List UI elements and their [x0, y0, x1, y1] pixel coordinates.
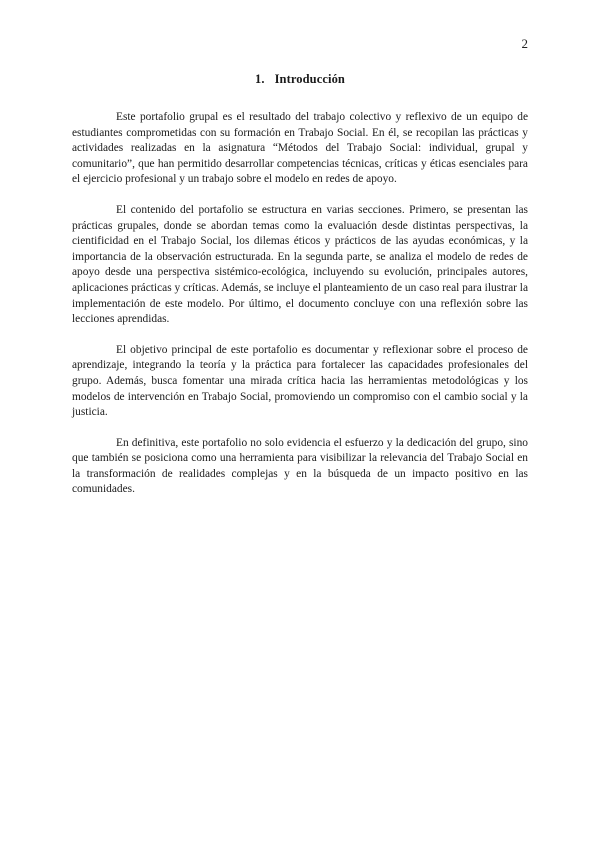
section-number: 1. — [254, 72, 265, 86]
body-text — [72, 110, 528, 513]
paragraph-4: En definitiva, este portafolio no solo evidencia el esfuerzo y la dedicación del grupo, sino que también se posiciona como una herramienta para visibilizar la relevancia del Trabajo Social en la transformación de realidades complejas y en la búsqueda de un impacto positivo en las comunidades. — [72, 436, 528, 496]
paragraph-3: El objetivo principal de este portafolio es documentar y reflexionar sobre el proceso de aprendizaje, integrando la teoría y la práctica para fortalecer las capacidades profesionales del grupo. Además, busca fomentar una mirada crítica hacia las herramientas metodológicas y los modelos de intervención en Trabajo Social, promoviendo un compromiso con el cambio social y la justicia. — [72, 343, 528, 419]
paragraph-1: Este portafolio grupal es el resultado del trabajo colectivo y reflexivo de un equipo de estudiantes comprometidas con su formación en Trabajo Social. En él, se recopilan las prácticas y actividades realizadas en la asignatura “Métodos del Trabajo Social: individual, grupal y comunitario”, que han permitido desarrollar competencias técnicas, críticas y éticas esenciales para el ejercicio profesional y un trabajo sobre el modelo en redes de apoyo. — [72, 111, 528, 186]
section-title: Introducción — [274, 72, 345, 86]
section-heading — [0, 72, 600, 87]
paragraph-2: El contenido del portafolio se estructura en varias secciones. Primero, se presentan las prácticas grupales, donde se abordan temas como la evaluación desde distintas perspectivas, la cientificidad en el Trabajo Social, los dilemas éticos y prácticos de las ayudas económicas, y la importancia de la observación estructurada. En la segunda parte, se analiza el modelo de redes de apoyo desde una perspectiva sistémico-ecológica, incluyendo su evolución, principales autores, aplicaciones prácticas y críticas. Además, se incluye el planteamiento de un caso real para ilustrar la implementación de este modelo. Por último, el documento concluye con una reflexión sobre las lecciones aprendidas. — [72, 203, 528, 326]
page-number: 2 — [521, 36, 528, 51]
